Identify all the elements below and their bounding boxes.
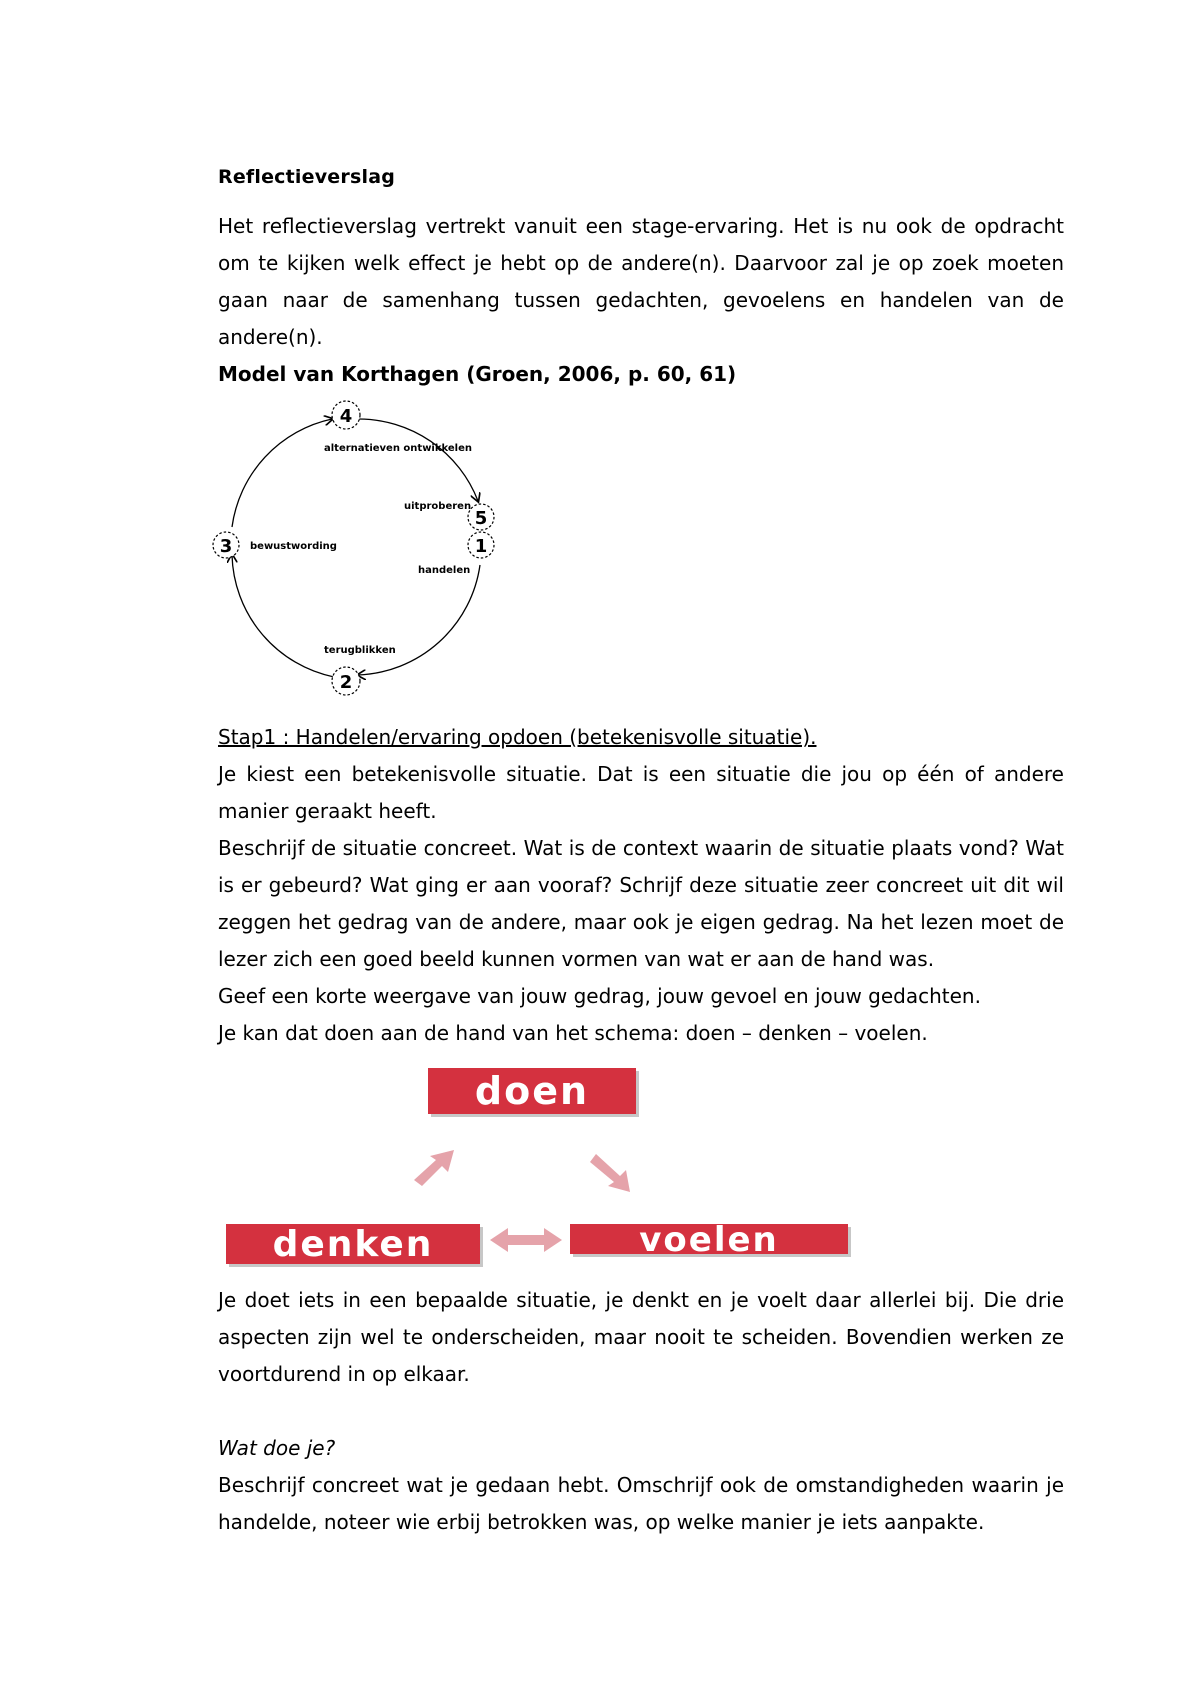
svg-text:5: 5 xyxy=(474,508,488,529)
what-paragraph: Beschrijf concreet wat je gedaan hebt. Omschrijf ook de omstandigheden waarin je handelde, noteer wie erbij betrokken was, op welke manier je iets aanpakte. xyxy=(218,1473,1064,1534)
denken-box: denken xyxy=(226,1224,480,1264)
document-title: Reflectieverslag xyxy=(218,166,396,188)
step1-paragraph-3: Geef een korte weergave van jouw gedrag, jouw gevoel en jouw gedachten. xyxy=(218,984,981,1008)
step1-paragraph-1: Je kiest een betekenisvolle situatie. Dat is een situatie die jou op één of andere manier geraakt heeft. xyxy=(218,762,1064,823)
doen-denken-voelen-scheme xyxy=(218,1058,1064,1278)
arrow-denken-doen xyxy=(414,1150,454,1186)
cycle-label-alternatieven: alternatieven ontwikkelen xyxy=(324,443,473,454)
step1-paragraph-4: Je kan dat doen aan de hand van het schema: doen – denken – voelen. xyxy=(218,1021,928,1045)
cycle-arc-2-3 xyxy=(232,555,334,677)
cycle-arc-4-5 xyxy=(358,419,478,501)
svg-text:4: 4 xyxy=(339,406,353,427)
cycle-label-bewustwording: bewustwording xyxy=(250,541,337,552)
svg-text:2: 2 xyxy=(339,672,353,693)
cycle-step-1 xyxy=(468,532,494,558)
intro-paragraph: Het reflectieverslag vertrekt vanuit een stage-ervaring. Het is nu ook de opdracht om te kijken welk effect je hebt op de andere(n). Daarvoor zal je op zoek moeten gaan naar de samenhang tussen gedachten, gevoelens en handelen van de andere(n). xyxy=(218,214,1064,349)
spacer xyxy=(218,1393,1064,1430)
model-heading: Model van Korthagen (Groen, 2006, p. 60, 61) xyxy=(218,362,737,386)
cycle-step-3 xyxy=(213,532,239,558)
step1-paragraph-2: Beschrijf de situatie concreet. Wat is de context waarin de situatie plaats vond? Wat is er gebeurd? Wat ging er aan vooraf? Schrijf deze situatie zeer concreet uit dit wil zeggen het gedrag van de andere, maar ook je eigen gedrag. Na het lezen moet de lezer zich een goed beeld kunnen vormen van wat er aan de hand was. xyxy=(218,836,1064,971)
cycle-label-uitproberen: uitproberen xyxy=(404,501,472,512)
voelen-box: voelen xyxy=(570,1224,848,1254)
cycle-step-2 xyxy=(332,667,360,695)
document-body xyxy=(218,166,1064,1541)
after-scheme-paragraph: Je doet iets in een bepaalde situatie, je denkt en je voelt daar allerlei bij. Die drie aspecten zijn wel te onderscheiden, maar nooit te scheiden. Bovendien werken ze voortdurend in op elkaar. xyxy=(218,1288,1064,1386)
svg-text:3: 3 xyxy=(219,536,233,557)
cycle-label-terugblikken: terugblikken xyxy=(324,645,396,656)
what-heading: Wat doe je? xyxy=(218,1436,336,1460)
arrow-denken-voelen xyxy=(490,1228,562,1252)
cycle-step-5 xyxy=(468,504,494,530)
doen-box: doen xyxy=(428,1068,636,1114)
cycle-svg xyxy=(208,395,538,705)
arrow-doen-voelen xyxy=(590,1154,630,1192)
cycle-label-handelen: handelen xyxy=(418,565,471,576)
cycle-arc-3-4 xyxy=(232,419,332,527)
cycle-step-4 xyxy=(332,401,360,429)
korthagen-cycle-diagram xyxy=(208,395,538,705)
svg-text:1: 1 xyxy=(474,536,488,557)
cycle-arc-1-2 xyxy=(358,565,480,675)
step1-heading: Stap1 : Handelen/ervaring opdoen (betekenisvolle situatie). xyxy=(218,725,817,749)
